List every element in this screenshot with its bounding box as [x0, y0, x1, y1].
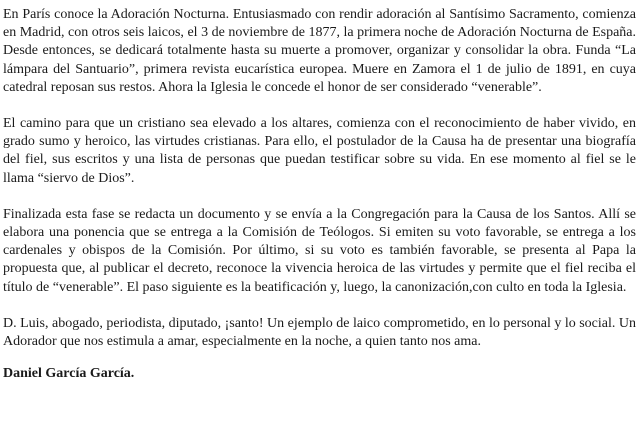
author-signature: Daniel García García. — [3, 366, 135, 382]
document-body — [3, 6, 636, 401]
paragraph-don-luis: D. Luis, abogado, periodista, diputado, ¡santo! Un ejemplo de laico comprometido, en lo personal y lo social. Un Adorador que nos estimula a amar, especialmente en la noche, a quien tanto nos ama. — [3, 315, 636, 350]
paragraph-camino-altares: El camino para que un cristiano sea elevado a los altares, comienza con el reconocimiento de haber vivido, en grado sumo y heroico, las virtudes cristianas. Para ello, el postulador de la Causa ha de presentar una biografía del fiel, sus escritos y una lista de personas que puedan testificar sobre su vida. En ese momento al fiel se le llama “siervo de Dios”. — [3, 116, 636, 186]
paragraph-adoracion-nocturna: En París conoce la Adoración Nocturna. Entusiasmado con rendir adoración al Santísimo Sacramento, comienza en Madrid, con otros seis laicos, el 3 de noviembre de 1877, la primera noche de Adoración Nocturna de España. Desde entonces, se dedicará totalmente hasta su muerte a promover, organizar y consolidar la obra. Funda “La lámpara del Santuario”, primera revista eucarística europea. Muere en Zamora el 1 de julio de 1891, en cuya catedral reposan sus restos. Ahora la Iglesia le concede el honor de ser considerado “venerable”. — [3, 7, 636, 95]
paragraph-congregacion: Finalizada esta fase se redacta un documento y se envía a la Congregación para la Causa de los Santos. Allí se elabora una ponencia que se entrega a la Comisión de Teólogos. Si emiten su voto favorable, se entrega a los cardenales y obispos de la Comisión. Por último, si su voto es también favorable, se presenta al Papa la propuesta que, al publicar el decreto, reconoce la vivencia heroica de las virtudes y permite que el fiel reciba el título de “venerable”. El paso siguiente es la beatificación y, luego, la canonización,con culto en toda la Iglesia. — [3, 206, 636, 295]
